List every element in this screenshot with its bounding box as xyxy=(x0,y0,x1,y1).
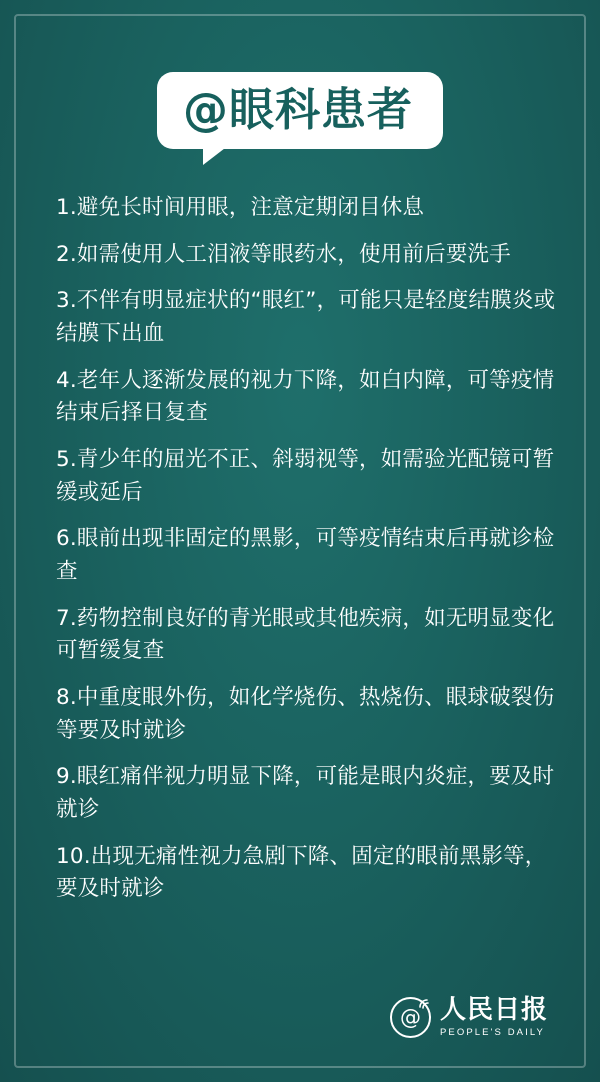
list-item: 7.药物控制良好的青光眼或其他疾病，如无明显变化可暂缓复查 xyxy=(56,605,555,664)
list-item: 1.避免长时间用眼，注意定期闭目休息 xyxy=(56,195,425,220)
list-item: 3.不伴有明显症状的“眼红”，可能只是轻度结膜炎或结膜下出血 xyxy=(56,288,556,347)
title-speech-bubble xyxy=(157,72,443,149)
list-item: 4.老年人逐渐发展的视力下降，如白内障，可等疫情结束后择日复查 xyxy=(56,367,555,426)
list-item: 5.青少年的屈光不正、斜弱视等，如需验光配镜可暂缓或延后 xyxy=(56,447,555,505)
logo-text xyxy=(440,997,548,1038)
list-item: 10.出现无痛性视力急剧下降、固定的眼前黑影等，要及时就诊 xyxy=(56,843,547,902)
list-item: 8.中重度眼外伤，如化学烧伤、热烧伤、眼球破裂伤等要及时就诊 xyxy=(56,685,555,743)
list-item: 9.眼红痛伴视力明显下降，可能是眼内炎症，要及时就诊 xyxy=(56,764,555,823)
logo-name-en: PEOPLE'S DAILY xyxy=(439,1027,545,1039)
list-item: 6.眼前出现非固定的黑影，可等疫情结束后再就诊检查 xyxy=(56,526,555,585)
at-circle-icon xyxy=(390,997,431,1038)
title-container xyxy=(0,72,600,149)
logo-name-cn: 人民日报 xyxy=(439,995,548,1026)
list-item: 2.如需使用人工泪液等眼药水，使用前后要洗手 xyxy=(56,241,511,267)
advice-list xyxy=(56,192,556,920)
publisher-logo xyxy=(390,997,548,1038)
page-title: @眼科患者 xyxy=(182,83,413,136)
at-symbol: @ xyxy=(399,1005,421,1029)
signal-wave-icon xyxy=(416,995,432,1011)
